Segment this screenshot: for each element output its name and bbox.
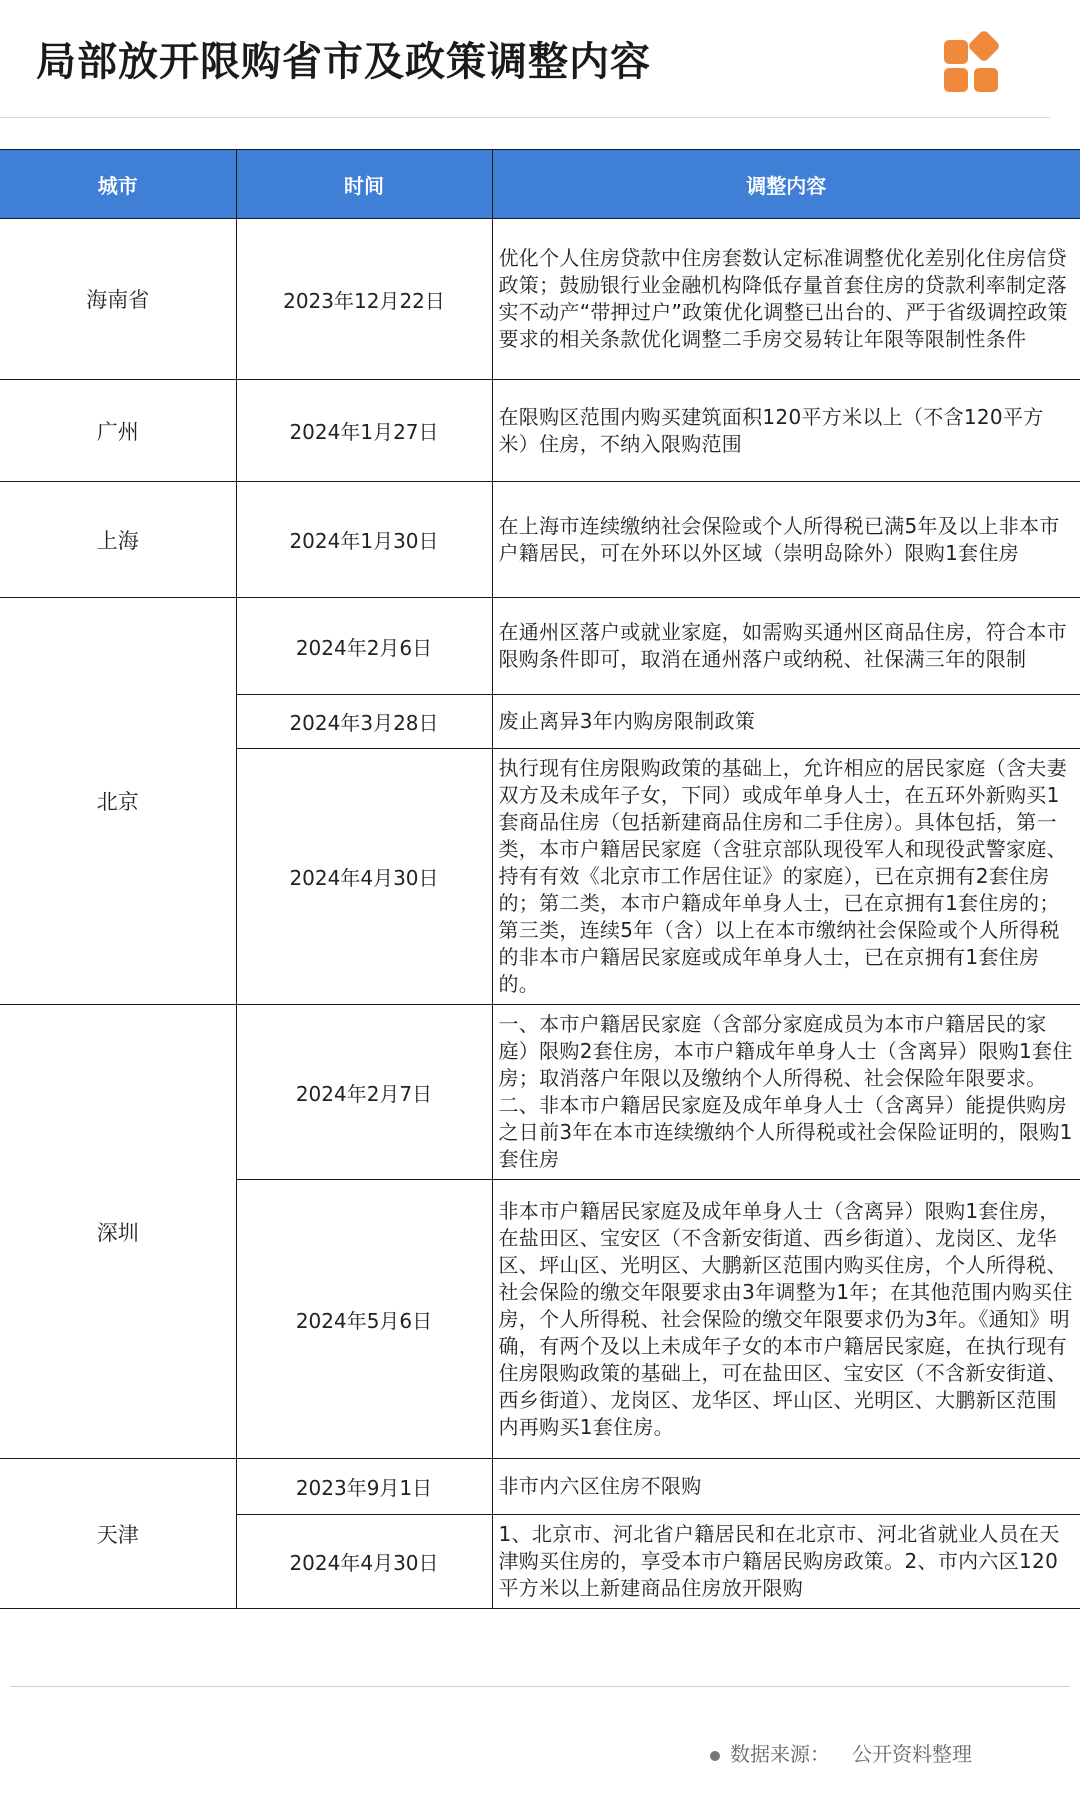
header-divider	[0, 117, 1050, 118]
content-cell: 在通州区落户或就业家庭，如需购买通州区商品住房，符合本市限购条件即可，取消在通州落户或纳税、社保满三年的限制	[492, 598, 1080, 695]
date-cell: 2024年4月30日	[236, 749, 492, 1005]
city-cell: 上海	[0, 482, 236, 598]
bullet-icon	[710, 1751, 720, 1761]
table-header-row	[0, 150, 1080, 219]
content-cell: 在限购区范围内购买建筑面积120平方米以上（不含120平方米）住房，不纳入限购范围	[492, 380, 1080, 482]
policy-table	[0, 149, 1080, 1609]
city-cell: 广州	[0, 380, 236, 482]
content-cell: 一、本市户籍居民家庭（含部分家庭成员为本市户籍居民的家庭）限购2套住房，本市户籍成年单身人士（含离异）限购1套住房；取消落户年限以及缴纳个人所得税、社会保险年限要求。二、非本市户籍居民家庭及成年单身人士（含离异）能提供购房之日前3年在本市连续缴纳个人所得税或社会保险证明的，限购1套住房	[492, 1005, 1080, 1180]
city-cell: 海南省	[0, 219, 236, 380]
column-header-city: 城市	[0, 150, 236, 219]
table-row	[0, 380, 1080, 482]
city-cell: 深圳	[0, 1005, 236, 1459]
city-cell: 天津	[0, 1459, 236, 1609]
content-cell: 1、北京市、河北省户籍居民和在北京市、河北省就业人员在天津购买住房的，享受本市户籍居民购房政策。2、市内六区120平方米以上新建商品住房放开限购	[492, 1515, 1080, 1609]
footer-divider	[10, 1686, 1070, 1687]
source-label: 数据来源：	[730, 1742, 830, 1766]
date-cell: 2023年12月22日	[236, 219, 492, 380]
content-cell: 执行现有住房限购政策的基础上，允许相应的居民家庭（含夫妻双方及未成年子女，下同）或成年单身人士，在五环外新购买1套商品住房（包括新建商品住房和二手住房）。具体包括，第一类，本市户籍居民家庭（含驻京部队现役军人和现役武警家庭、持有有效《北京市工作居住证》的家庭），已在京拥有2套住房的；第二类，本市户籍成年单身人士，已在京拥有1套住房的；第三类，连续5年（含）以上在本市缴纳社会保险或个人所得税的非本市户籍居民家庭或成年单身人士，已在京拥有1套住房的。	[492, 749, 1080, 1005]
content-cell: 在上海市连续缴纳社会保险或个人所得税已满5年及以上非本市户籍居民，可在外环以外区域（崇明岛除外）限购1套住房	[492, 482, 1080, 598]
page-header	[0, 0, 1080, 120]
content-cell: 废止离异3年内购房限制政策	[492, 695, 1080, 749]
column-header-date: 时间	[236, 150, 492, 219]
table-row	[0, 1005, 1080, 1180]
date-cell: 2024年1月27日	[236, 380, 492, 482]
source-value: 公开资料整理	[852, 1742, 972, 1766]
table-row	[0, 598, 1080, 695]
city-cell: 北京	[0, 598, 236, 1005]
date-cell: 2024年3月28日	[236, 695, 492, 749]
date-cell: 2024年2月7日	[236, 1005, 492, 1180]
date-cell: 2024年4月30日	[236, 1515, 492, 1609]
data-source	[710, 1740, 972, 1768]
date-cell: 2024年2月6日	[236, 598, 492, 695]
table-row	[0, 1459, 1080, 1515]
column-header-content: 调整内容	[492, 150, 1080, 219]
page-title: 局部放开限购省市及政策调整内容	[36, 39, 651, 85]
table-row	[0, 482, 1080, 598]
date-cell: 2024年5月6日	[236, 1180, 492, 1459]
logo-icon	[944, 34, 1002, 92]
date-cell: 2023年9月1日	[236, 1459, 492, 1515]
content-cell: 优化个人住房贷款中住房套数认定标准调整优化差别化住房信贷政策；鼓励银行业金融机构降低存量首套住房的贷款利率制定落实不动产“带押过户”政策优化调整已出台的、严于省级调控政策要求的相关条款优化调整二手房交易转让年限等限制性条件	[492, 219, 1080, 380]
table-row	[0, 219, 1080, 380]
content-cell: 非本市户籍居民家庭及成年单身人士（含离异）限购1套住房，在盐田区、宝安区（不含新安街道、西乡街道）、龙岗区、龙华区、坪山区、光明区、大鹏新区范围内购买住房，个人所得税、社会保险的缴交年限要求由3年调整为1年；在其他范围内购买住房，个人所得税、社会保险的缴交年限要求仍为3年。《通知》明确，有两个及以上未成年子女的本市户籍居民家庭，在执行现有住房限购政策的基础上，可在盐田区、宝安区（不含新安街道、西乡街道）、龙岗区、龙华区、坪山区、光明区、大鹏新区范围内再购买1套住房。	[492, 1180, 1080, 1459]
content-cell: 非市内六区住房不限购	[492, 1459, 1080, 1515]
date-cell: 2024年1月30日	[236, 482, 492, 598]
